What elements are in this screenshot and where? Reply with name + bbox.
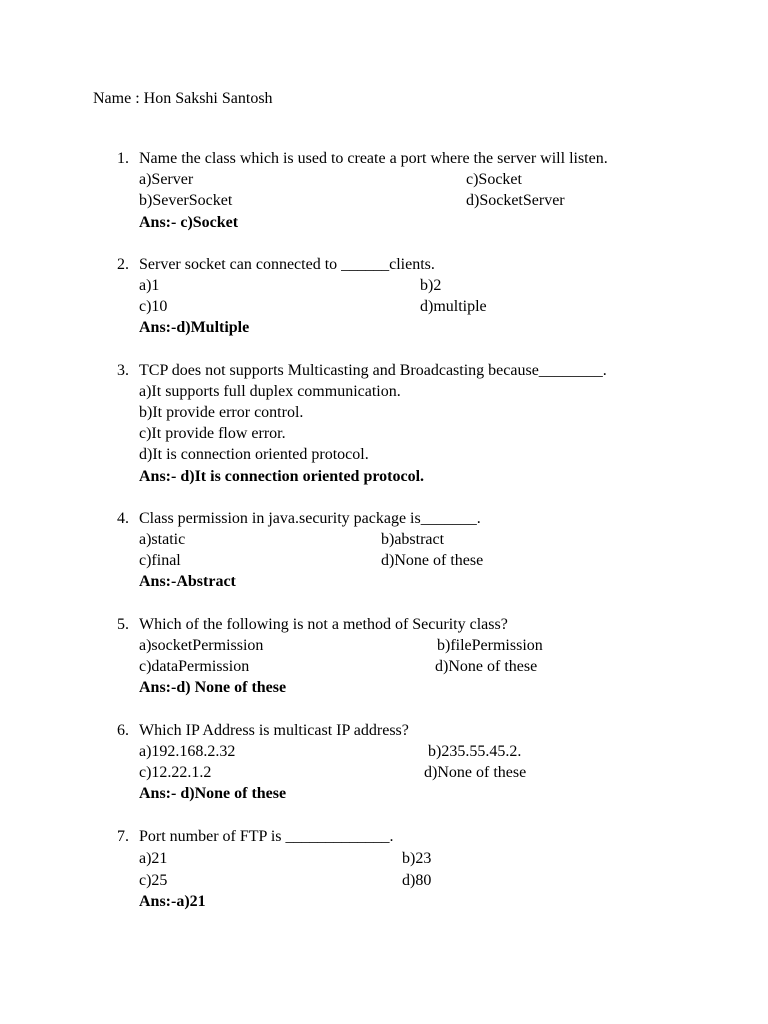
option-a: a)socketPermission	[139, 637, 264, 654]
question-1	[0, 148, 768, 254]
option-d: d)multiple	[420, 298, 487, 315]
question-text: Which of the following is not a method of Security class?	[139, 616, 508, 633]
question-6	[0, 720, 768, 826]
answer: Ans:-d) None of these	[139, 679, 287, 696]
question-4	[0, 508, 768, 614]
option-b: b)235.55.45.2.	[428, 743, 522, 760]
question-number: 6.	[117, 722, 129, 739]
option-b: b)filePermission	[437, 637, 543, 654]
question-text: Name the class which is used to create a port where the server will listen.	[139, 150, 608, 167]
answer: Ans:- c)Socket	[139, 214, 239, 231]
option-b: b)SeverSocket	[139, 192, 233, 209]
option-b: b)It provide error control.	[139, 404, 304, 421]
option-a: a)1	[139, 277, 160, 294]
option-c: c)25	[139, 872, 168, 889]
option-d: d)It is connection oriented protocol.	[139, 446, 369, 463]
option-c: c)10	[139, 298, 168, 315]
option-d: d)None of these	[381, 552, 484, 569]
question-text: TCP does not supports Multicasting and Broadcasting because________.	[139, 362, 607, 379]
question-number: 1.	[117, 150, 129, 167]
option-c: c)12.22.1.2	[139, 764, 212, 781]
option-d: d)80	[402, 872, 432, 889]
answer: Ans:-a)21	[139, 893, 206, 910]
question-number: 5.	[117, 616, 129, 633]
question-3	[0, 360, 768, 508]
question-text: Server socket can connected to ______clients.	[139, 256, 435, 273]
question-2	[0, 254, 768, 360]
option-a: a)Server	[139, 171, 194, 188]
question-number: 7.	[117, 828, 129, 845]
student-name: Name : Hon Sakshi Santosh	[93, 90, 273, 107]
answer: Ans:-d)Multiple	[139, 319, 250, 336]
option-c: c)Socket	[466, 171, 522, 188]
question-7	[0, 826, 768, 932]
option-c: c)final	[139, 552, 181, 569]
question-text: Port number of FTP is _____________.	[139, 828, 394, 845]
question-list	[0, 148, 768, 932]
question-number: 4.	[117, 510, 129, 527]
option-c: c)It provide flow error.	[139, 425, 286, 442]
answer: Ans:-Abstract	[139, 573, 236, 590]
option-d: d)None of these	[435, 658, 538, 675]
answer: Ans:- d)It is connection oriented protocol.	[139, 468, 425, 485]
option-b: b)abstract	[381, 531, 445, 548]
answer: Ans:- d)None of these	[139, 785, 287, 802]
option-b: b)23	[402, 850, 432, 867]
option-d: d)None of these	[424, 764, 527, 781]
option-c: c)dataPermission	[139, 658, 250, 675]
option-a: a)21	[139, 850, 168, 867]
option-a: a)static	[139, 531, 186, 548]
option-a: a)192.168.2.32	[139, 743, 236, 760]
question-text: Which IP Address is multicast IP address?	[139, 722, 409, 739]
option-d: d)SocketServer	[466, 192, 565, 209]
question-5	[0, 614, 768, 720]
option-a: a)It supports full duplex communication.	[139, 383, 401, 400]
question-number: 3.	[117, 362, 129, 379]
option-b: b)2	[420, 277, 442, 294]
question-text: Class permission in java.security package is_______.	[139, 510, 481, 527]
question-number: 2.	[117, 256, 129, 273]
